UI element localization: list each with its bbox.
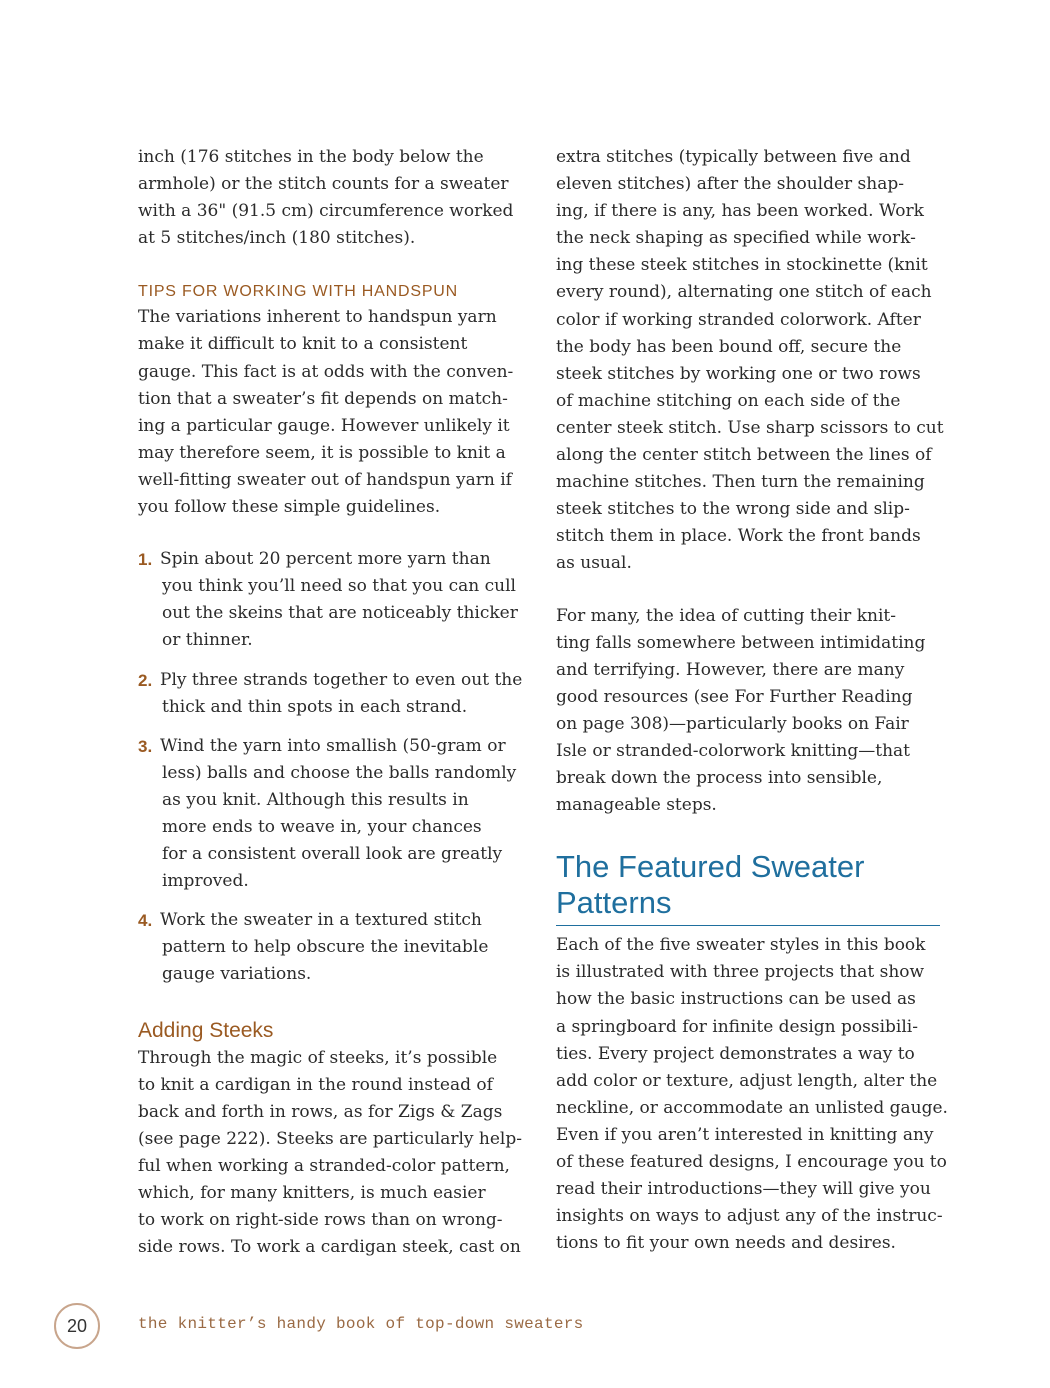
text-line: the neck shaping as specified while work- bbox=[556, 228, 916, 249]
text-line: as usual. bbox=[556, 553, 632, 574]
text-line: you follow these simple guidelines. bbox=[138, 497, 441, 518]
text-line: ties. Every project demonstrates a way to bbox=[556, 1043, 915, 1064]
page-number bbox=[54, 1303, 100, 1349]
text-line: stitch them in place. Work the front bands bbox=[556, 526, 921, 547]
text-line: steek stitches by working one or two rows bbox=[556, 363, 921, 384]
text-line: For many, the idea of cutting their knit- bbox=[556, 605, 896, 626]
text-line: good resources (see For Further Reading bbox=[556, 686, 913, 707]
text-line: ing, if there is any, has been worked. Work bbox=[556, 201, 924, 222]
list-item bbox=[138, 907, 524, 988]
text-line: Spin about 20 percent more yarn than bbox=[160, 549, 491, 570]
list-item bbox=[138, 546, 524, 654]
text-line: and terrifying. However, there are many bbox=[556, 659, 905, 680]
text-line: every round), alternating one stitch of each bbox=[556, 282, 932, 303]
heading-line: The Featured Sweater bbox=[556, 849, 865, 885]
text-line: at 5 stitches/inch (180 stitches). bbox=[138, 228, 416, 249]
text-line: add color or texture, adjust length, alter the bbox=[556, 1070, 938, 1091]
text-line: pattern to help obscure the inevitable bbox=[162, 937, 489, 958]
guidelines-list bbox=[138, 546, 524, 988]
text-line: inch (176 stitches in the body below the bbox=[138, 147, 484, 167]
right-column bbox=[556, 144, 948, 1257]
text-line: for a consistent overall look are greatly bbox=[162, 844, 503, 865]
heading-line: Patterns bbox=[556, 885, 672, 921]
text-line: neckline, or accommodate an unlisted gauge. bbox=[556, 1097, 948, 1118]
steek-continued-paragraph bbox=[556, 144, 944, 578]
text-line: The variations inherent to handspun yarn bbox=[138, 307, 497, 328]
list-number: 4. bbox=[138, 911, 153, 931]
text-line: gauge variations. bbox=[162, 964, 312, 985]
text-line: less) balls and choose the balls randomly bbox=[162, 762, 517, 783]
featured-heading bbox=[556, 849, 940, 926]
text-line: back and forth in rows, as for Zigs & Zags bbox=[138, 1101, 503, 1122]
text-line: break down the process into sensible, bbox=[556, 768, 883, 789]
text-line: tions to fit your own needs and desires. bbox=[556, 1233, 896, 1254]
text-line: steek stitches to the wrong side and slip- bbox=[556, 499, 910, 520]
text-line: well-fitting sweater out of handspun yarn if bbox=[138, 469, 512, 490]
text-line: or thinner. bbox=[162, 630, 253, 651]
text-line: gauge. This fact is at odds with the conven- bbox=[138, 361, 514, 382]
text-line: you think you’ll need so that you can cull bbox=[162, 576, 516, 597]
text-line: ful when working a stranded-color pattern, bbox=[138, 1155, 510, 1176]
running-footer-title: the knitter’s handy book of top-down sweaters bbox=[138, 1315, 584, 1333]
text-line: may therefore seem, it is possible to knit a bbox=[138, 442, 506, 463]
text-line: Ply three strands together to even out the bbox=[160, 669, 523, 690]
text-line: as you knit. Although this results in bbox=[162, 789, 469, 810]
text-line: side rows. To work a cardigan steek, cast on bbox=[138, 1237, 521, 1258]
text-line: Even if you aren’t interested in knitting any bbox=[556, 1124, 934, 1145]
text-line: read their introductions—they will give you bbox=[556, 1179, 931, 1200]
text-line: Through the magic of steeks, it’s possible bbox=[138, 1047, 498, 1068]
text-line: improved. bbox=[162, 871, 249, 892]
text-line: eleven stitches) after the shoulder shap- bbox=[556, 174, 904, 195]
left-column bbox=[138, 144, 524, 1261]
page-number-text: 20 bbox=[66, 1315, 88, 1336]
text-line: ing these steek stitches in stockinette (knit bbox=[556, 255, 928, 276]
list-number: 2. bbox=[138, 670, 153, 690]
text-line: along the center stitch between the lines of bbox=[556, 445, 932, 466]
steeks-heading: Adding Steeks bbox=[138, 1018, 274, 1042]
text-line: to work on right-side rows than on wrong- bbox=[138, 1210, 503, 1231]
text-line: more ends to weave in, your chances bbox=[162, 816, 482, 837]
list-item bbox=[138, 667, 524, 721]
text-line: Work the sweater in a textured stitch bbox=[160, 910, 482, 931]
text-line: with a 36" (91.5 cm) circumference worked bbox=[138, 201, 514, 222]
text-line: armhole) or the stitch counts for a sweater bbox=[138, 174, 509, 195]
tips-paragraph bbox=[138, 304, 524, 521]
text-line: tion that a sweater’s fit depends on match- bbox=[138, 388, 508, 409]
steeks-paragraph bbox=[138, 1045, 524, 1262]
text-line: of machine stitching on each side of the bbox=[556, 390, 901, 411]
text-line: extra stitches (typically between five and bbox=[556, 147, 911, 167]
text-line: to knit a cardigan in the round instead of bbox=[138, 1074, 493, 1095]
text-line: machine stitches. Then turn the remaining bbox=[556, 472, 925, 493]
text-line: out the skeins that are noticeably thicker bbox=[162, 603, 518, 624]
featured-paragraph bbox=[556, 932, 948, 1257]
text-line: manageable steps. bbox=[556, 795, 717, 816]
list-item bbox=[138, 733, 524, 896]
text-line: on page 308)—particularly books on Fair bbox=[556, 713, 909, 734]
text-line: (see page 222). Steeks are particularly help- bbox=[138, 1128, 522, 1149]
text-line: color if working stranded colorwork. After bbox=[556, 309, 921, 330]
tips-heading: TIPS FOR WORKING WITH HANDSPUN bbox=[138, 283, 458, 301]
text-line: Isle or stranded-colorwork knitting—that bbox=[556, 740, 910, 761]
text-line: of these featured designs, I encourage you to bbox=[556, 1152, 947, 1172]
text-line: Each of the five sweater styles in this book bbox=[556, 935, 926, 956]
text-line: how the basic instructions can be used as bbox=[556, 989, 916, 1010]
cutting-paragraph bbox=[556, 603, 940, 820]
list-number: 1. bbox=[138, 550, 153, 570]
text-line: a springboard for infinite design possibili- bbox=[556, 1016, 918, 1037]
text-line: is illustrated with three projects that show bbox=[556, 962, 925, 983]
text-line: center steek stitch. Use sharp scissors to cut bbox=[556, 417, 944, 438]
text-line: thick and thin spots in each strand. bbox=[162, 696, 468, 717]
text-line: ting falls somewhere between intimidating bbox=[556, 632, 926, 653]
text-line: make it difficult to knit to a consistent bbox=[138, 334, 468, 355]
text-line: which, for many knitters, is much easier bbox=[138, 1183, 486, 1203]
text-line: the body has been bound off, secure the bbox=[556, 336, 902, 357]
text-line: insights on ways to adjust any of the instruc- bbox=[556, 1206, 943, 1227]
text-line: ing a particular gauge. However unlikely it bbox=[138, 415, 510, 436]
list-number: 3. bbox=[138, 736, 153, 756]
intro-paragraph bbox=[138, 144, 524, 252]
text-line: Wind the yarn into smallish (50-gram or bbox=[160, 735, 506, 756]
